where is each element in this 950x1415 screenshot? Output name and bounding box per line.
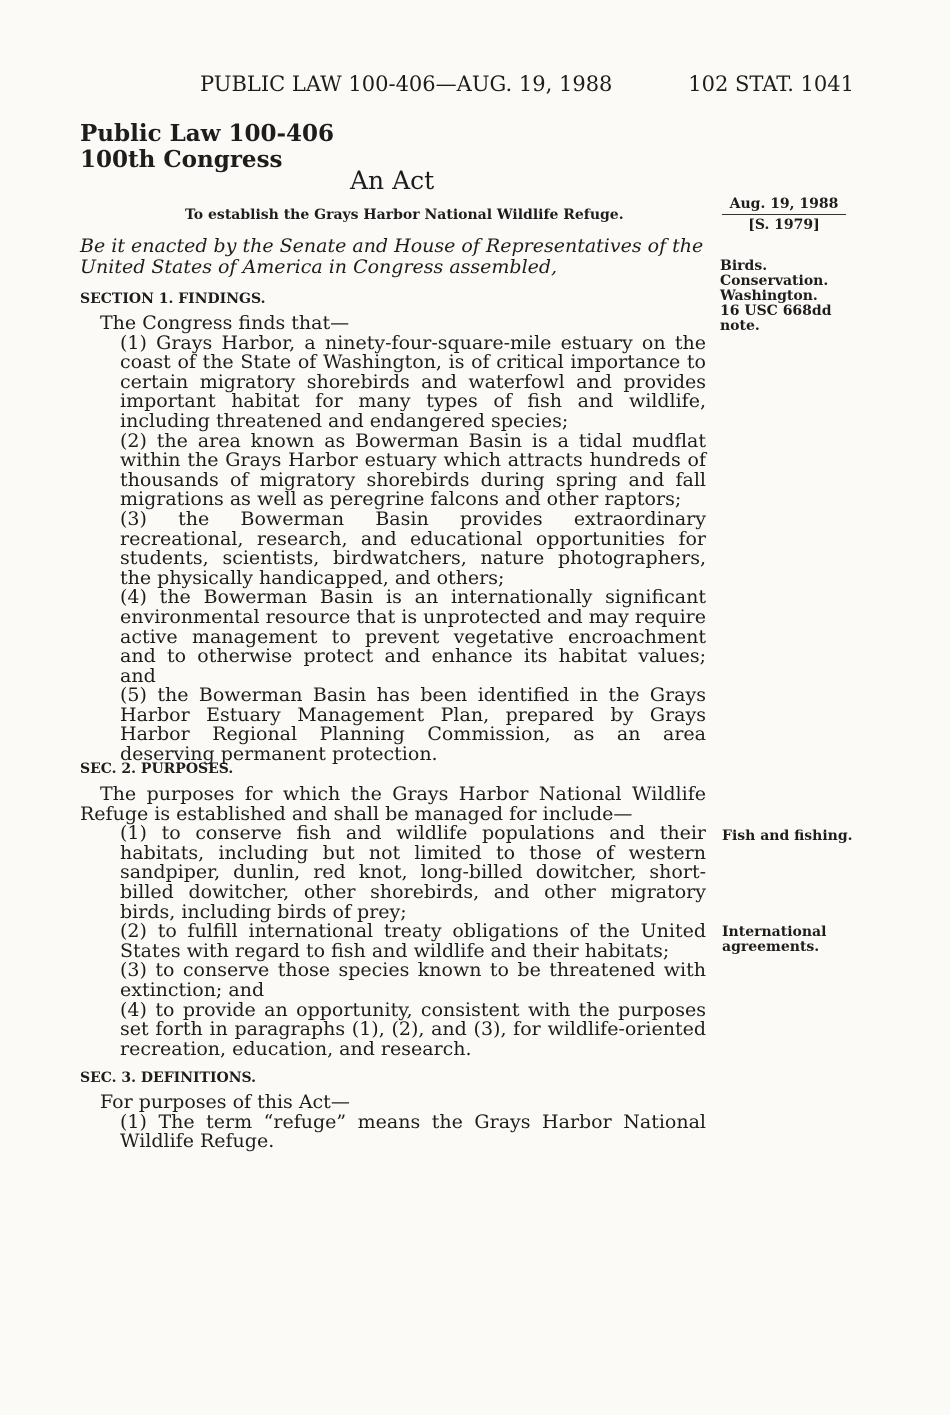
running-head: PUBLIC LAW 100-406—AUG. 19, 1988 xyxy=(200,72,613,96)
finding-paragraph: (5) the Bowerman Basin has been identified in the Grays Harbor Estuary Management Plan, prepared by Grays Harbor Regional Planning Commission, as an area deserving permanent protection. xyxy=(120,684,706,766)
section-2-intro: The purposes for which the Grays Harbor National Wildlife Refuge is established and shall be managed for include— xyxy=(80,783,706,825)
section-3-heading: SEC. 3. DEFINITIONS. xyxy=(80,1070,257,1086)
purpose-paragraph: (1) to conserve fish and wildlife populations and their habitats, including but not limited to those of western sandpiper, dunlin, red knot, long-billed dowitcher, short-billed dowitcher, other shorebirds, and other migratory birds, including birds of prey; xyxy=(120,822,706,923)
margin-date-note xyxy=(722,196,846,233)
purpose-paragraph: (3) to conserve those species known to be threatened with extinction; and xyxy=(120,959,706,1001)
act-heading: An Act xyxy=(350,166,435,195)
section-2-heading: SEC. 2. PURPOSES. xyxy=(80,761,234,777)
margin-international-note xyxy=(722,925,826,955)
margin-line: International xyxy=(722,924,827,940)
long-title: To establish the Grays Harbor National Wildlife Refuge. xyxy=(185,207,624,223)
section-1-heading: SECTION 1. FINDINGS. xyxy=(80,291,266,307)
margin-line: agreements. xyxy=(722,939,820,955)
section-3-body xyxy=(80,1093,706,1152)
margin-topics xyxy=(720,259,832,334)
margin-fish-note: Fish and fishing. xyxy=(722,828,853,844)
law-number: Public Law 100-406 xyxy=(80,120,335,147)
margin-topic: note. xyxy=(720,318,760,334)
margin-topic: Birds. xyxy=(720,258,768,274)
finding-paragraph: (1) Grays Harbor, a ninety-four-square-mile estuary on the coast of the State of Washington, is of critical importance to certain migratory shorebirds and waterfowl and provides important habitat for many types of fish and wildlife, including threatened and endangered species; xyxy=(120,331,706,432)
finding-paragraph: (2) the area known as Bowerman Basin is a tidal mudflat within the Grays Harbor estuary which attracts hundreds of thousands of migratory shorebirds during spring and fall migrations as well as peregrine falcons and other raptors; xyxy=(120,429,706,511)
margin-topic: Washington. xyxy=(720,288,818,304)
section-1-body xyxy=(80,314,706,765)
finding-paragraph: (4) the Bowerman Basin is an internationally significant environmental resource that is unprotected and may require active management to prevent vegetative encroachment and to otherwise protect and enhance its habitat values; and xyxy=(120,586,706,687)
margin-bill-number: [S. 1979] xyxy=(748,217,820,233)
section-1-intro: The Congress finds that— xyxy=(100,312,350,334)
margin-rule xyxy=(722,214,846,215)
purpose-paragraph: (2) to fulfill international treaty obligations of the United States with regard to fish and wildlife and their habitats; xyxy=(120,920,706,962)
section-3-intro: For purposes of this Act— xyxy=(100,1091,350,1113)
congress-label: 100th Congress xyxy=(80,146,283,173)
stat-page-number: 102 STAT. 1041 xyxy=(688,72,854,96)
finding-paragraph: (3) the Bowerman Basin provides extraordinary recreational, research, and educational opportunities for students, scientists, birdwatchers, nature photographers, the physically handicapped, and others; xyxy=(120,507,706,589)
margin-topic: Conservation. xyxy=(720,273,829,289)
margin-topic: 16 USC 668dd xyxy=(720,303,832,319)
purpose-paragraph: (4) to provide an opportunity, consistent with the purposes set forth in paragraphs (1), (2), and (3), for wildlife-oriented recreation, education, and research. xyxy=(120,998,706,1060)
definition-paragraph: (1) The term “refuge” means the Grays Harbor National Wildlife Refuge. xyxy=(120,1110,706,1153)
section-2-body xyxy=(80,785,706,1059)
margin-date: Aug. 19, 1988 xyxy=(729,196,839,212)
enacting-clause: Be it enacted by the Senate and House of Representatives of the United States of America in Congress assembled, xyxy=(80,235,704,278)
